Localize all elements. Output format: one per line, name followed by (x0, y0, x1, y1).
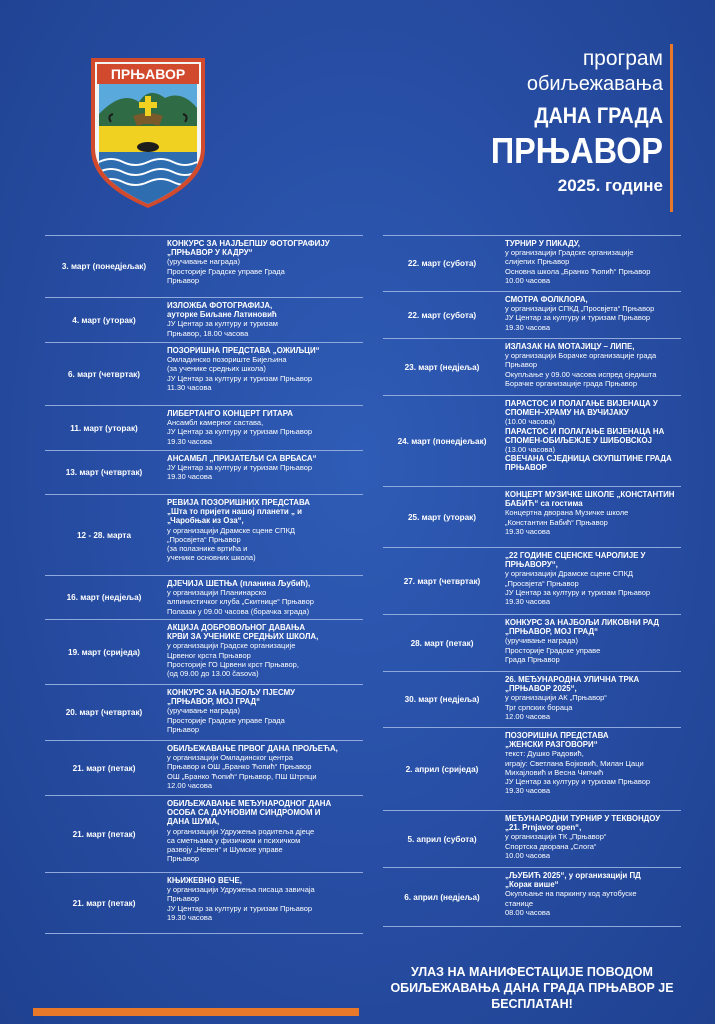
event-info-line: Полазак у 09.00 часова (борачка зграда) (167, 606, 310, 616)
event-info-line: Михајловић и Весна Чипчић (505, 767, 604, 777)
event-title-line: РЕВИЈА ПОЗОРИШНИХ ПРЕДСТАВА (167, 498, 310, 507)
event-info-line: Омладинско позориште Бијељина (167, 355, 287, 365)
notice-line-2: ОБИЉЕЖАВАЊА ДАНА ГРАДА ПРЊАВОР ЈЕ (390, 981, 674, 995)
event-info-line: 19.30 часова (167, 436, 213, 446)
event-title-line: ДАНА ШУМА, (167, 817, 220, 827)
event-details (501, 396, 681, 486)
event-date: 3. март (понедјељак) (61, 262, 147, 271)
event-title-line: ОБИЉЕЖАВАЊЕ МЕЂУНАРОДНОГ ДАНА (167, 799, 332, 808)
schedule-row (45, 575, 363, 619)
title-year: 2025. године (557, 176, 663, 195)
event-info-line: ЈУ Центар за културу и туризам Прњавор (167, 903, 313, 913)
title-line-2: обиљежавања (526, 73, 663, 95)
event-info-line: 19.30 часова (505, 597, 551, 607)
event-info-line: „Просвјета“ Прњавор (505, 578, 579, 588)
event-info-line: 19.30 часова (167, 912, 213, 922)
event-info-line: у организацији Борачке организације града (505, 351, 657, 361)
event-info-line: 12.00 часова (505, 711, 551, 721)
event-title-line: КОНКУРС ЗА НАЈБОЉИ ЛИКОВНИ РАД (505, 618, 660, 627)
event-title-line: СВЕЧАНА СЈЕДНИЦА СКУПШТИНЕ ГРАДА (505, 454, 672, 464)
event-info-line: ученике основних школа) (167, 553, 256, 563)
event-title-line: „ПРЊАВОР У КАДРУ“ (167, 248, 253, 258)
event-info-line: Прњавор (505, 360, 538, 370)
schedule-row (45, 795, 363, 872)
event-details (163, 298, 363, 342)
event-info-line: 19.30 часова (505, 322, 551, 332)
event-details (163, 576, 363, 619)
event-info-line: 19.30 часова (505, 526, 551, 536)
event-info-line: Прњавор (167, 894, 200, 904)
event-info-line: ЈУ Центар за културу и туризам (167, 319, 278, 329)
event-info-line: (од 09.00 до 13.00 časova) (167, 669, 259, 679)
event-details (163, 620, 363, 684)
event-title-line: „Корак више“ (505, 880, 559, 890)
event-info-line: Окупљање на паркингу код аутобуске (505, 889, 637, 899)
event-info-line: у организацији Омладинског центра (167, 753, 293, 763)
event-title-line: „Шта то пријети нашој планети „ и (167, 507, 302, 517)
title-city-name: ПРЊАВОР (490, 130, 663, 171)
event-info-line: Просторије Градске управе Града (167, 266, 285, 276)
event-info-line: Прњавор (167, 854, 200, 864)
schedule-row (383, 867, 681, 927)
event-title-line: БАБИЋ“ са гостима (505, 499, 583, 509)
schedule-row (383, 338, 681, 395)
event-title-line: „ПРЊАВОР, МОЈ ГРАД“ (167, 697, 261, 707)
event-title-line: СПОМЕН-ОБИЉЕЖЈЕ У ШИБОВСКОЈ (505, 435, 652, 445)
event-info-line: ЈУ Центар за културу и туризам Прњавор (167, 427, 313, 437)
event-info-line: 11.30 часова (167, 382, 212, 392)
event-title-line: КОНЦЕРТ МУЗИЧКЕ ШКОЛЕ „КОНСТАНТИН (505, 490, 675, 499)
event-date: 21. март (петак) (72, 829, 136, 839)
event-details (501, 811, 681, 867)
event-date: 6. март (четвртак) (67, 369, 141, 379)
event-details (501, 728, 681, 810)
event-title-line: ИЗЛАЗАК НА МОТАЈИЦУ – ЛИПЕ, (505, 342, 635, 351)
event-details (501, 292, 681, 338)
schedule-right-column (383, 235, 681, 927)
schedule-row (45, 235, 363, 297)
event-date: 22. март (субота) (407, 310, 477, 320)
schedule-row (45, 494, 363, 575)
event-date: 5. април (субота) (407, 834, 477, 844)
event-info-line: у организацији Удружења родитеља дјеце (167, 826, 315, 836)
event-date: 20. март (четвртак) (65, 708, 143, 717)
event-info-line: станице (505, 898, 533, 908)
event-details (501, 487, 681, 547)
event-info-line: 08.00 часова (505, 907, 551, 917)
event-details (501, 236, 681, 291)
event-title-line: ИЗЛОЖБА ФОТОГРАФИЈА, (167, 301, 273, 310)
schedule-row (383, 547, 681, 614)
event-title-line: ПРЊАВОР (505, 463, 547, 473)
free-entry-notice (383, 964, 681, 1012)
event-title-line: СМОТРА ФОЛКЛОРА, (505, 295, 588, 304)
event-title-line: 26. МЕЂУНАРОДНА УЛИЧНА ТРКА (505, 675, 640, 684)
event-title-line: ТУРНИР У ПИКАДУ, (505, 239, 580, 248)
event-details (163, 495, 363, 575)
event-title-line: ПАРАСТОС И ПОЛАГАЊЕ ВИЈЕНАЦА НА (505, 426, 665, 436)
event-date: 24. март (понедјељак) (397, 436, 487, 446)
event-title-line: „21. Prnjavor open“, (505, 823, 582, 833)
event-info-line: у организацији Градске организације (167, 641, 296, 651)
event-info-line: Трг српских бораца (505, 702, 573, 712)
event-title-line: ОСОБА СА ДАУНОВИМ СИНДРОМОМ И (167, 808, 321, 818)
event-info-line: Концертна дворана Музичке школе (505, 508, 629, 518)
event-info-line: Прњавор и ОШ „Бранко Ћопић“ Прњавор (167, 762, 312, 772)
event-details (163, 236, 363, 297)
event-info-line: Прњавор (167, 275, 200, 285)
event-info-line: ЈУ Центар за културу и туризам Прњавор (167, 373, 313, 383)
event-details (501, 548, 681, 614)
event-title-line: КЊИЖЕВНО ВЕЧЕ, (167, 876, 242, 885)
event-date: 11. март (уторак) (70, 423, 138, 433)
event-info-line: развоју „Невен“ и Шумске управе (167, 845, 283, 855)
event-info-line: ЈУ Центар за културу и туризам Прњавор (167, 463, 313, 473)
event-title-line: СПОМЕН–ХРАМУ НА ВУЧИЈАКУ (505, 408, 629, 418)
event-info-line: 19.30 часова (505, 786, 551, 796)
event-date: 23. март (недјеља) (404, 362, 480, 372)
event-details (163, 741, 363, 795)
schedule-row (383, 235, 681, 291)
event-title-line: „ЖЕНСКИ РАЗГОВОРИ“ (505, 740, 598, 750)
event-info-line: (10.00 часова) (505, 417, 556, 427)
event-info-line: 19.30 часова (167, 472, 213, 482)
event-info-line: Окупљање у 09.00 часова испред сједишта (505, 369, 657, 379)
event-title-line: ПРЊАВОРУ“, (505, 560, 558, 570)
event-info-line: текст: Душко Радовић, (505, 749, 584, 759)
event-info-line: (13.00 часова) (505, 445, 556, 455)
schedule-row (383, 671, 681, 727)
event-details (501, 615, 681, 671)
event-details (501, 339, 681, 395)
crest-label: ПРЊАВОР (110, 66, 186, 82)
schedule-row (45, 619, 363, 684)
event-date: 28. март (петак) (410, 638, 474, 648)
event-date: 19. март (сриједа) (68, 647, 140, 657)
event-info-line: Просторије Градске управе Града (167, 715, 285, 725)
event-date: 30. март (недјеља) (404, 695, 480, 704)
title-accent-bar (670, 44, 673, 212)
event-details (163, 796, 363, 872)
event-info-line: Основна школа „Бранко Ћопић“ Прњавор (505, 266, 651, 276)
event-details (163, 406, 363, 450)
event-date: 4. март (уторак) (72, 315, 136, 325)
event-info-line: Прњавор (167, 724, 200, 734)
event-info-line: 12.00 часова (167, 780, 213, 790)
event-info-line: слијепих Прњавор (505, 257, 570, 267)
event-info-line: Просторије ГО Црвени крст Прњавор, (167, 659, 299, 669)
event-info-line: (уручивање награда) (167, 706, 240, 716)
event-info-line: ЈУ Центар за културу и туризам Прњавор (505, 777, 651, 787)
notice-line-1: УЛАЗ НА МАНИФЕСТАЦИЈЕ ПОВОДОМ (411, 965, 653, 979)
event-title-line: ПОЗОРИШНА ПРЕДСТАВА „ОЖИЉЦИ“ (167, 346, 320, 355)
event-info-line: у организацији Драмске сцене СПКД (167, 525, 296, 535)
schedule-row (45, 405, 363, 450)
event-info-line: Просторије Градске управе (505, 645, 601, 655)
event-info-line: Спортска дворана „Слога“ (505, 841, 597, 851)
program-title (403, 46, 663, 200)
event-details (163, 873, 363, 933)
event-info-line: (за полазнике вртића и (167, 544, 248, 554)
event-title-line: „ПРЊАВОР, МОЈ ГРАД“ (505, 627, 599, 637)
schedule-row (383, 395, 681, 486)
schedule-left-column (45, 235, 363, 934)
event-date: 25. март (уторак) (408, 512, 476, 522)
event-date: 22. март (субота) (407, 259, 477, 268)
event-title-line: ЛИБЕРТАНГО КОНЦЕРТ ГИТАРА (167, 409, 294, 418)
city-crest-logo (87, 56, 209, 208)
event-info-line: ОШ „Бранко Ћопић“ Прњавор, ПШ Штрпци (167, 771, 317, 781)
schedule-row (383, 291, 681, 338)
event-info-line: у организацији Удружења писаца завичаја (167, 885, 315, 895)
event-info-line: „Просвјета“ Прњавор (167, 534, 241, 544)
event-title-line: КОНКУРС ЗА НАЈЉЕПШУ ФОТОГРАФИЈУ (167, 239, 330, 248)
event-info-line: са сметњама у физичком и психичком (167, 835, 301, 845)
event-info-line: (уручивање награда) (167, 257, 240, 267)
event-date: 12 - 28. марта (77, 530, 131, 540)
event-info-line: Црвеног крста Прњавор (167, 650, 251, 660)
event-info-line: у организацији Драмске сцене СПКД (505, 569, 634, 579)
event-title-line: АНСАМБЛ „ПРИЈАТЕЉИ СА ВРБАСА“ (167, 454, 317, 463)
event-details (501, 868, 681, 926)
event-details (163, 685, 363, 740)
event-date: 13. март (четвртак) (65, 468, 143, 477)
event-info-line: ЈУ Центар за културу и туризам Прњавор (505, 313, 651, 323)
schedule-row (45, 872, 363, 934)
event-info-line: 10.00 часова (505, 850, 551, 860)
event-title-line: „ЉУБИЋ 2025“, у организацији ПД (505, 871, 641, 880)
schedule-row (383, 486, 681, 547)
event-details (163, 343, 363, 405)
schedule-row (45, 297, 363, 342)
event-title-line: „Чаробњак из Оза“, (167, 516, 244, 526)
event-title-line: „22 ГОДИНЕ СЦЕНСКЕ ЧАРОЛИЈЕ У (505, 551, 646, 560)
schedule-row (45, 740, 363, 795)
event-info-line: Ансамбл камерног састава, (167, 418, 264, 428)
event-info-line: у организацији АК „Прњавор“ (505, 693, 607, 703)
footer-accent-bar (33, 1008, 359, 1016)
event-info-line: 10.00 часова (505, 275, 551, 285)
event-date: 21. март (петак) (72, 763, 136, 773)
event-date: 27. март (четвртак) (403, 576, 481, 586)
title-line-3: ДАНА ГРАДА (534, 103, 663, 128)
schedule-row (383, 614, 681, 671)
event-info-line: Града Прњавор (505, 654, 560, 664)
notice-line-3: БЕСПЛАТАН! (491, 997, 573, 1011)
title-line-1: програм (582, 47, 663, 70)
event-title-line: МЕЂУНАРОДНИ ТУРНИР У ТЕКВОНДОУ (505, 814, 661, 823)
event-date: 6. април (недјеља) (404, 892, 480, 902)
event-info-line: играју: Светлана Бојковић, Милан Цаци (505, 758, 644, 768)
event-info-line: Борачке организације града Прњавор (505, 378, 638, 388)
event-title-line: АКЦИЈА ДОБРОВОЉНОГ ДАВАЊА (167, 623, 306, 632)
event-title-line: ПАРАСТОС И ПОЛАГАЊЕ ВИЈЕНАЦА У (505, 399, 658, 408)
event-info-line: у организацији Градске организације (505, 248, 634, 258)
event-title-line: аутoрке Биљане Латиновић (167, 310, 277, 320)
event-info-line: (за ученике средњих школа) (167, 364, 266, 374)
event-info-line: ЈУ Центар за културу и туризам Прњавор (505, 587, 651, 597)
event-date: 21. март (петак) (72, 898, 136, 908)
event-title-line: КОНКУРС ЗА НАЈБОЉУ ПЈЕСМУ (167, 688, 296, 697)
event-date: 16. март (недјеља) (66, 593, 142, 602)
event-title-line: КРВИ ЗА УЧЕНИКЕ СРЕДЊИХ ШКОЛА, (167, 632, 319, 642)
event-info-line: алпинистичког клуба „Скитнице“ Прњавор (167, 597, 314, 607)
event-info-line: у организацији Планинарско (167, 588, 267, 598)
schedule-row (45, 450, 363, 494)
event-info-line: у организацији СПКД „Просвјета“ Прњавор (505, 304, 655, 314)
event-date: 2. април (сриједа) (405, 764, 479, 774)
event-info-line: у организацији ТК „Прњавор“ (505, 832, 607, 842)
schedule-row (383, 727, 681, 810)
event-title-line: ПОЗОРИШНА ПРЕДСТАВА (505, 731, 609, 740)
schedule-row (383, 810, 681, 867)
event-title-line: ОБИЉЕЖАВАЊЕ ПРВОГ ДАНА ПРОЉЕЋА, (167, 744, 338, 753)
event-title-line: „ПРЊАВОР 2025“, (505, 684, 577, 694)
event-title-line: ДЈЕЧИЈА ШЕТЊА (планина Љубић), (167, 579, 311, 588)
event-details (163, 451, 363, 494)
event-info-line: „Константин Бабић“ Прњавор (505, 517, 608, 527)
schedule-row (45, 342, 363, 405)
event-info-line: (уручивање награда) (505, 636, 578, 646)
schedule-row (45, 684, 363, 740)
event-info-line: Прњавор, 18.00 часова (167, 328, 249, 338)
event-details (501, 672, 681, 727)
